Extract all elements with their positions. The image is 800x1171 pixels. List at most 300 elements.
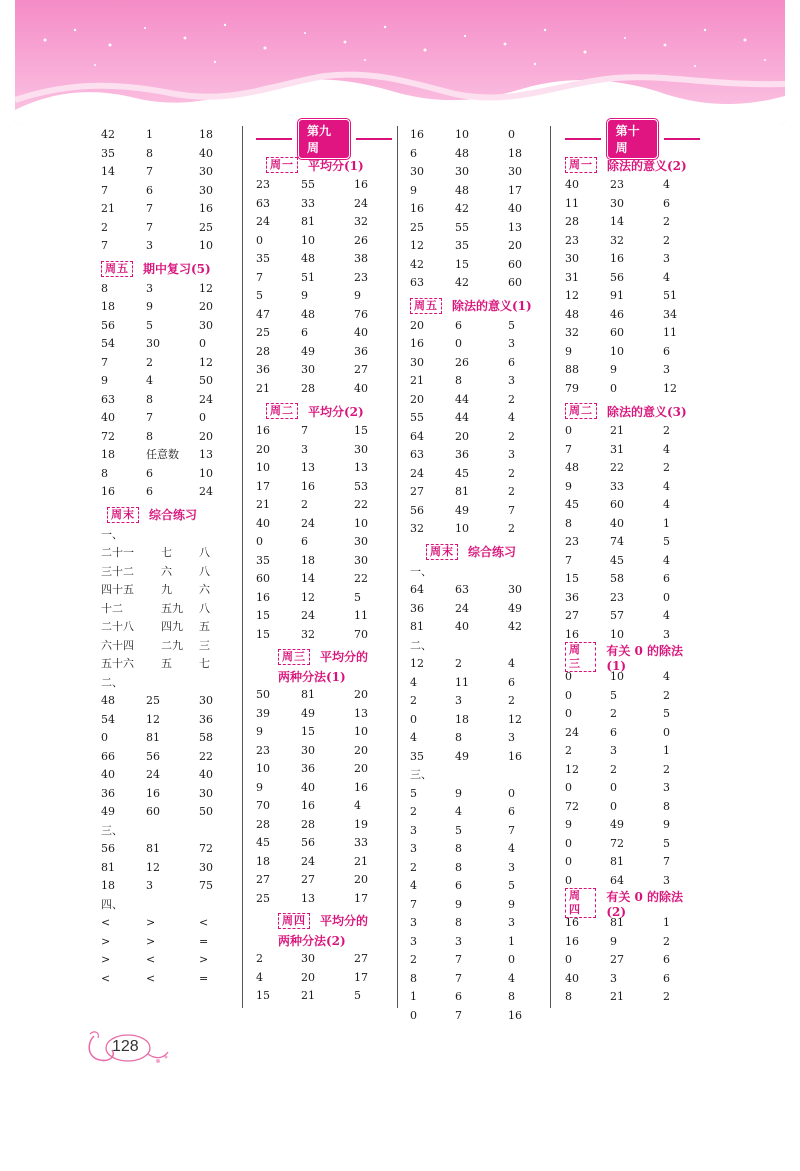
question-label: 三、 [410,768,432,781]
answer-block [410,581,545,637]
answer-cell: 49 [301,706,315,720]
answer-cell: 6 [663,971,670,985]
answer-cell: 40 [565,178,579,191]
section-header [256,154,392,176]
answer-cell: 3 [508,916,515,929]
answer-cell: 45 [455,466,469,480]
answer-row [565,324,700,343]
answer-row [256,515,392,534]
answer-cell: 25 [146,694,160,707]
answer-row [256,287,392,306]
answer-row [565,380,700,399]
answer-cell: 8 [455,731,462,744]
answer-cell: 6 [455,318,462,332]
answer-cell: 2 [663,424,670,437]
answer-cell: 30 [410,355,424,369]
answer-block [101,280,236,502]
answer-cell: 30 [508,583,522,596]
answer-cell: 6 [610,725,617,739]
answer-row [256,705,392,724]
answer-cell: 5 [146,318,153,332]
answer-cell: 33 [301,196,315,210]
answer-cell: 50 [256,688,270,701]
answer-cell: 3 [508,337,515,350]
answer-cell: 56 [410,503,424,517]
answer-cell: 48 [455,146,469,160]
answer-cell: > [101,934,111,948]
answer-row [410,409,545,428]
answer-cell: 54 [101,337,115,350]
answer-cell: 6 [455,879,462,892]
question-label: 二、 [101,675,123,689]
answer-row [410,711,545,730]
answer-cell: 12 [146,712,160,726]
answer-block [410,655,545,766]
answer-row [256,324,392,343]
answer-row [101,391,236,410]
answer-row [565,724,700,743]
answer-cell: 0 [199,411,206,424]
answer-row [256,380,392,399]
answer-cell: 56 [146,749,160,763]
answer-row [256,306,392,325]
answer-cell: 45 [256,836,270,849]
answer-row [101,219,236,238]
answer-cell: 56 [610,270,624,284]
answer-row [410,748,545,767]
answer-cell: 0 [565,855,572,868]
answer-cell: 16 [508,1008,522,1022]
answer-cell: 5 [256,289,263,302]
answer-cell: 3 [508,860,515,874]
answer-cell: 3 [508,374,515,387]
answer-cell: 任意数 [146,448,179,461]
answer-cell: 五九 [161,601,183,615]
answer-cell: 21 [256,381,270,395]
answer-block [101,692,236,822]
answer-row [565,306,700,325]
answer-cell: 7 [455,1008,462,1022]
answer-row [101,600,236,619]
answer-column-4 [565,126,700,1007]
answer-cell: 42 [455,276,469,289]
answer-cell: 2 [508,485,515,498]
answer-row [565,269,700,288]
answer-row [256,269,392,288]
answer-cell: 10 [455,128,469,141]
answer-cell: 2 [610,707,617,720]
answer-cell: 36 [256,363,270,376]
answer-row [410,354,545,373]
answer-row [101,317,236,336]
answer-cell: 22 [199,749,213,763]
answer-cell: 17 [354,970,368,984]
answer-cell: 60 [256,572,270,585]
answer-cell: 9 [610,363,617,376]
answer-row [256,589,392,608]
answer-cell: 2 [508,392,515,406]
answer-cell: 0 [565,424,572,437]
answer-cell: 60 [508,257,522,271]
answer-cell: 16 [410,202,424,215]
answer-cell: 30 [199,860,213,874]
answer-cell: 16 [565,627,579,641]
answer-cell: 4 [508,411,515,424]
answer-cell: 36 [565,590,579,604]
answer-cell: 28 [565,215,579,228]
answer-cell: 70 [354,627,368,641]
answer-cell: 60 [610,498,624,511]
answer-cell: 2 [146,355,153,369]
answer-cell: 64 [410,583,424,596]
answer-cell: 16 [199,202,213,215]
answer-cell: 60 [508,276,522,289]
answer-row [565,589,700,608]
section-title: 平均分(2) [308,404,364,419]
answer-cell: = [199,971,209,985]
answer-block [101,840,236,896]
answer-row [565,872,700,891]
answer-cell: 4 [663,479,670,493]
answer-cell: 3 [610,971,617,985]
answer-cell: 15 [301,725,315,738]
answer-cell: 11 [565,196,579,210]
answer-row [256,816,392,835]
answer-row [101,840,236,859]
answer-cell: 2 [610,762,617,776]
answer-cell: 3 [455,934,462,948]
question-label: 一、 [101,527,123,541]
answer-cell: 79 [565,381,579,395]
answer-row [565,533,700,552]
answer-row [101,126,236,145]
answer-row [256,723,392,742]
answer-cell: 24 [199,485,213,498]
answer-cell: 7 [146,220,153,234]
answer-cell: 0 [663,590,670,604]
answer-row [410,840,545,859]
answer-cell: 35 [256,252,270,265]
answer-cell: 15 [256,989,270,1002]
answer-cell: 7 [410,897,417,911]
answer-cell: 二九 [161,638,183,652]
answer-cell: 19 [354,817,368,831]
answer-cell: 0 [508,953,515,966]
answer-cell: 56 [301,836,315,849]
answer-row [410,951,545,970]
answer-row [256,626,392,645]
section-header [256,400,392,422]
answer-row [565,287,700,306]
answer-cell: 44 [455,392,469,406]
answer-cell: 63 [410,276,424,289]
answer-row [101,766,236,785]
answer-cell: 35 [455,239,469,252]
answer-cell: 2 [410,860,417,874]
section-title: 综合练习 [468,545,517,559]
answer-cell: 42 [410,257,424,271]
answer-row [410,896,545,915]
page-number: 128 [112,1038,139,1055]
answer-row [565,970,700,989]
answer-block [410,785,545,1026]
answer-cell: 46 [610,307,624,321]
answer-cell: 42 [508,620,522,633]
section-title: 期中复习(5) [143,262,211,276]
answer-row [101,618,236,637]
column-divider [550,126,551,1008]
answer-cell: 六 [161,564,172,578]
answer-row [101,280,236,299]
answer-cell: 6 [663,344,670,358]
answer-cell: 7 [101,355,108,369]
answer-cell: 23 [565,233,579,247]
answer-cell: 10 [354,725,368,738]
answer-cell: 9 [565,344,572,358]
answer-row [101,563,236,582]
answer-cell: 24 [301,516,315,530]
answer-row [256,552,392,571]
answer-cell: 18 [101,448,115,461]
answer-row [256,496,392,515]
answer-row [256,871,392,890]
answer-cell: 40 [101,411,115,424]
answer-row [256,987,392,1006]
answer-cell: 42 [101,128,115,141]
answer-cell: 40 [565,971,579,985]
answer-cell: 49 [455,503,469,517]
week-header [256,124,392,155]
answer-cell: 11 [354,609,368,622]
answer-row [256,232,392,251]
answer-row [565,687,700,706]
answer-cell: 5 [663,836,670,850]
answer-cell: 3 [410,934,417,948]
answer-cell: 48 [301,252,315,265]
answer-row [410,163,545,182]
answer-row [256,890,392,909]
answer-cell: 22 [354,498,368,511]
answer-cell: 3 [301,442,308,456]
answer-cell: 16 [410,128,424,141]
answer-block [256,950,392,1006]
answer-row [101,200,236,219]
answer-cell: 38 [354,252,368,265]
section-header [256,646,392,686]
answer-cell: 10 [199,239,213,252]
answer-row [256,797,392,816]
answer-cell: 2 [663,762,670,776]
answer-cell: 20 [301,970,315,984]
answer-row [565,195,700,214]
answer-row [101,544,236,563]
answer-cell: 5 [410,786,417,800]
answer-cell: 10 [455,522,469,535]
answer-row [101,182,236,201]
answer-cell: 22 [610,461,624,474]
answer-cell: 2 [101,220,108,234]
answer-cell: 24 [146,768,160,781]
answer-row [101,465,236,484]
answer-row [101,237,236,256]
answer-row [565,459,700,478]
answer-cell: 27 [301,873,315,886]
answer-row [410,126,545,145]
answer-cell: 25 [256,891,270,905]
answer-cell: 15 [256,609,270,622]
answer-cell: 30 [354,553,368,567]
answer-row [256,176,392,195]
answer-row [410,988,545,1007]
answer-cell: 9 [565,479,572,493]
answer-row [256,742,392,761]
answer-cell: 10 [354,516,368,530]
answer-cell: 2 [508,429,515,443]
answer-cell: 9 [565,818,572,831]
answer-cell: 3 [663,363,670,376]
answer-row [256,478,392,497]
answer-cell: 15 [256,627,270,641]
answer-row [410,785,545,804]
answer-cell: 27 [256,873,270,886]
answer-row [256,343,392,362]
section-header [410,541,545,563]
answer-cell: 40 [301,780,315,794]
answer-cell: 10 [256,461,270,474]
answer-cell: 16 [610,252,624,265]
answer-cell: 7 [508,823,515,837]
answer-row [256,607,392,626]
answer-cell: 8 [101,466,108,480]
page-number-badge [80,1030,175,1070]
answer-cell: 64 [410,429,424,443]
answer-cell: 六 [199,583,210,596]
answer-row [565,779,700,798]
answer-cell: 27 [354,952,368,965]
header-banner [15,0,785,125]
answer-cell: 3 [663,627,670,641]
answer-cell: 45 [610,553,624,567]
section-header [565,889,700,919]
answer-cell: 30 [508,165,522,178]
answer-row [565,441,700,460]
answer-row [256,195,392,214]
answer-cell: 8 [455,374,462,387]
section-header [410,295,545,317]
answer-cell: 12 [199,281,213,295]
question-label: 一、 [410,564,432,578]
answer-cell: 40 [455,620,469,633]
answer-cell: 3 [663,781,670,794]
answer-row [101,298,236,317]
answer-cell: 21 [354,854,368,868]
answer-cell: 2 [455,657,462,670]
answer-cell: 30 [199,183,213,197]
answer-row [101,581,236,600]
answer-cell: 26 [354,233,368,247]
answer-cell: 1 [508,934,515,948]
answer-cell: 34 [663,307,677,321]
answer-row [101,692,236,711]
answer-cell: 7 [455,971,462,985]
answer-cell: 4 [663,609,670,622]
answer-cell: 11 [455,675,469,689]
answer-cell: 88 [565,363,579,376]
answer-row [410,1007,545,1026]
answer-cell: 27 [565,609,579,622]
answer-block [101,544,236,674]
answer-cell: 16 [256,590,270,604]
answer-column-2 [256,126,392,1006]
answer-cell: 四九 [161,620,183,633]
answer-row [256,779,392,798]
answer-column-1 [101,126,236,988]
answer-cell: 16 [146,786,160,800]
answer-block [565,176,700,398]
answer-cell: 27 [410,485,424,498]
answer-row [410,914,545,933]
answer-cell: 31 [610,442,624,456]
answer-row [565,742,700,761]
answer-block [256,686,392,908]
answer-cell: 30 [565,252,579,265]
answer-cell: 36 [101,786,115,800]
answer-cell: 91 [610,289,624,302]
answer-cell: 35 [256,553,270,567]
answer-cell: 4 [663,270,670,284]
answer-cell: 七 [161,546,172,559]
answer-cell: 8 [146,392,153,406]
answer-cell: 16 [301,479,315,493]
answer-cell: 64 [610,873,624,887]
answer-cell: 21 [610,424,624,437]
question-label: 二、 [410,638,432,652]
answer-cell: 30 [610,196,624,210]
answer-row [565,552,700,571]
answer-cell: 0 [565,953,572,966]
answer-cell: 26 [455,355,469,369]
answer-cell: 3 [455,694,462,707]
answer-cell: 25 [256,326,270,339]
day-tag: 周末 [426,544,458,560]
answer-cell: 9 [256,780,263,794]
answer-cell: 0 [610,781,617,794]
answer-cell: 72 [101,429,115,443]
answer-row [101,933,236,952]
answer-cell: 5 [508,879,515,892]
answer-cell: 4 [663,670,670,683]
answer-cell: 2 [508,466,515,480]
answer-row [565,988,700,1007]
answer-row [410,729,545,748]
answer-cell: 40 [199,146,213,160]
answer-cell: 30 [199,786,213,800]
answer-cell: 1 [663,744,670,757]
column-divider [242,126,243,1008]
answer-row [410,335,545,354]
question-label: 四、 [101,897,123,911]
answer-cell: 2 [663,233,670,247]
answer-cell: 4 [508,657,515,670]
answer-cell: 5 [663,535,670,548]
answer-cell: 18 [455,712,469,726]
answer-cell: 81 [301,215,315,228]
answer-cell: 23 [610,590,624,604]
answer-cell: 9 [354,289,361,302]
answer-cell: 二十一 [101,546,134,559]
answer-cell: 24 [354,196,368,210]
answer-cell: 25 [199,220,213,234]
